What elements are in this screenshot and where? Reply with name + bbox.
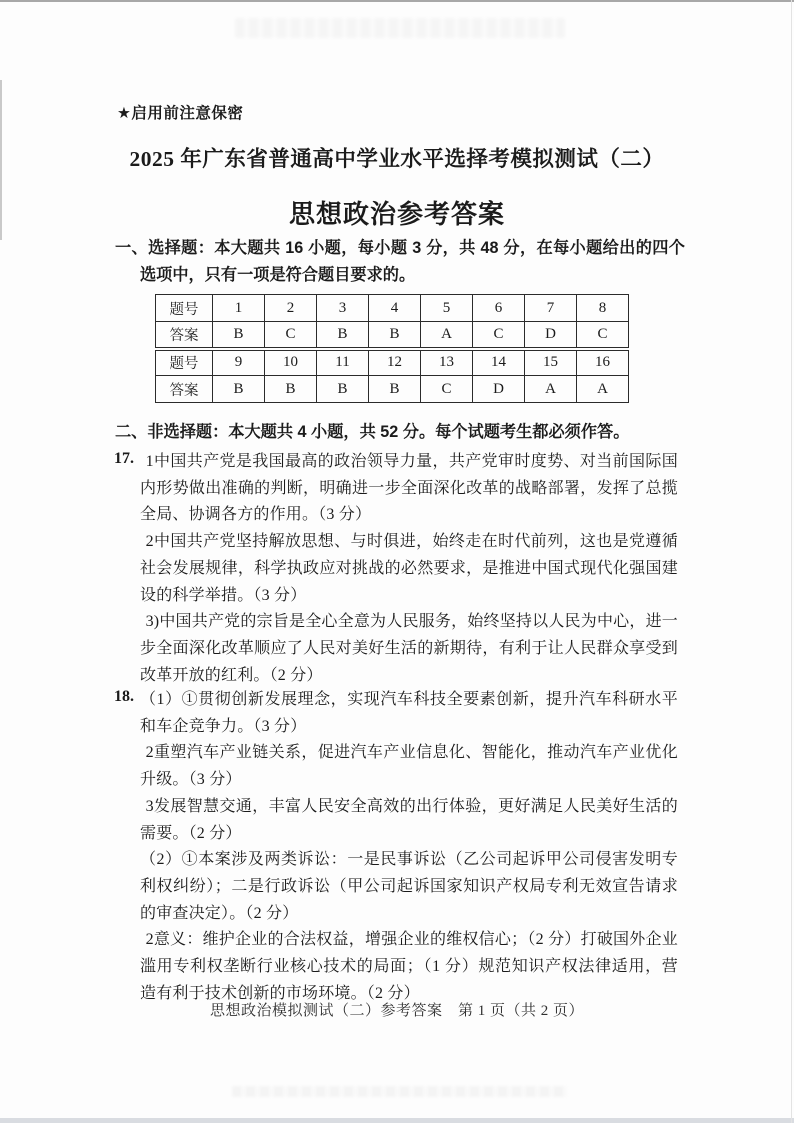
- table-row-question-numbers-2: [156, 349, 629, 376]
- question-number-cell: 8: [577, 295, 629, 322]
- scan-artifact-bleedthrough-top: [235, 18, 565, 38]
- question-number-cell: 11: [317, 349, 369, 376]
- question-number-cell: 12: [369, 349, 421, 376]
- question-number-cell: 14: [473, 349, 525, 376]
- answer-key-subtitle: 思想政治参考答案: [288, 199, 505, 229]
- question-number-cell: 2: [265, 295, 317, 322]
- answer-cell: D: [525, 322, 577, 349]
- answer-table: [155, 294, 629, 403]
- section1-heading: 一、选择题：本大题共 16 小题，每小题 3 分，共 48 分，在每小题给出的四个选项中，只有一项是符合题目要求的。: [115, 239, 685, 284]
- question-number-cell: 5: [421, 295, 473, 322]
- answer-paragraph: 3)中国共产党的宗旨是全心全意为人民服务，始终坚持以人民为中心，进一步全面深化改革顺应了人民对美好生活的新期待，有利于让人民群众享受到改革开放的红利。（2 分）: [140, 613, 678, 684]
- answer-cell: B: [317, 376, 369, 403]
- answer-paragraph: （2）①本案涉及两类诉讼：一是民事诉讼（乙公司起诉甲公司侵害发明专利权纠纷）；二是行政诉讼（甲公司起诉国家知识产权局专利无效宣告请求的审查决定）。（2 分）: [140, 851, 678, 922]
- scan-edge-left: [0, 80, 2, 240]
- exam-title: 2025 年广东省普通高中学业水平选择考模拟测试（二）: [129, 147, 665, 171]
- answer-cell: C: [421, 376, 473, 403]
- question-number-cell: 1: [213, 295, 265, 322]
- answer-cell: C: [265, 322, 317, 349]
- question-number-18: 18.: [114, 688, 134, 705]
- answer-paragraph: 3发展智慧交通，丰富人民安全高效的出行体验，更好满足人民美好生活的需要。（2 分）: [140, 797, 678, 842]
- page-footer: 思想政治模拟测试（二）参考答案 第 1 页（共 2 页）: [209, 1003, 584, 1019]
- question-number-cell: 10: [265, 349, 317, 376]
- question-18-answer: [140, 687, 678, 1007]
- answer-cell: B: [369, 322, 421, 349]
- table-row-question-numbers-1: [156, 295, 629, 322]
- table-row-answers-2: [156, 376, 629, 403]
- row-label-cell: 答案: [156, 376, 213, 403]
- answer-cell: B: [369, 376, 421, 403]
- question-number-17: 17.: [114, 450, 134, 467]
- answer-cell: C: [577, 322, 629, 349]
- answer-cell: C: [473, 322, 525, 349]
- row-label-cell: 题号: [156, 295, 213, 322]
- security-notice: ★启用前注意保密: [117, 105, 244, 122]
- scan-edge-top: [0, 0, 794, 2]
- answer-cell: B: [213, 322, 265, 349]
- answer-cell: B: [265, 376, 317, 403]
- question-number-cell: 15: [525, 349, 577, 376]
- section2-heading: 二、非选择题：本大题共 4 小题，共 52 分。每个试题考生都必须作答。: [115, 423, 630, 441]
- question-number-cell: 4: [369, 295, 421, 322]
- scan-artifact-bleedthrough-bottom: [232, 1086, 567, 1097]
- table-row-answers-1: [156, 322, 629, 349]
- answer-paragraph: 2意义：维护企业的合法权益，增强企业的维权信心；（2 分）打破国外企业滥用专利权垄断行业核心技术的局面；（1 分）规范知识产权法律适用，营造有利于技术创新的市场环境。（2 分）: [140, 931, 678, 1002]
- question-number-cell: 16: [577, 349, 629, 376]
- row-label-cell: 题号: [156, 349, 213, 376]
- question-17-answer: [140, 449, 678, 689]
- question-number-cell: 13: [421, 349, 473, 376]
- row-label-cell: 答案: [156, 322, 213, 349]
- answer-cell: D: [473, 376, 525, 403]
- question-number-cell: 7: [525, 295, 577, 322]
- answer-cell: A: [577, 376, 629, 403]
- answer-paragraph: （1）①贯彻创新发展理念，实现汽车科技全要素创新，提升汽车科研水平和车企竞争力。（3 分）: [140, 691, 678, 735]
- answer-paragraph: 2重塑汽车产业链关系，促进汽车产业信息化、智能化，推动汽车产业优化升级。（3 分）: [140, 744, 678, 789]
- question-number-cell: 6: [473, 295, 525, 322]
- scan-edge-right: [791, 0, 792, 1123]
- scan-edge-bottom: [0, 1118, 794, 1123]
- question-number-cell: 3: [317, 295, 369, 322]
- answer-paragraph: 2中国共产党坚持解放思想、与时俱进，始终走在时代前列，这也是党遵循社会发展规律，科学执政应对挑战的必然要求，是推进中国式现代化强国建设的科学举措。（3 分）: [140, 533, 678, 604]
- answer-paragraph: 1中国共产党是我国最高的政治领导力量，共产党审时度势、对当前国际国内形势做出准确的判断，明确进一步全面深化改革的战略部署，发挥了总揽全局、协调各方的作用。（3 分）: [140, 453, 678, 524]
- answer-cell: B: [317, 322, 369, 349]
- answer-cell: A: [421, 322, 473, 349]
- answer-cell: A: [525, 376, 577, 403]
- answer-cell: B: [213, 376, 265, 403]
- question-number-cell: 9: [213, 349, 265, 376]
